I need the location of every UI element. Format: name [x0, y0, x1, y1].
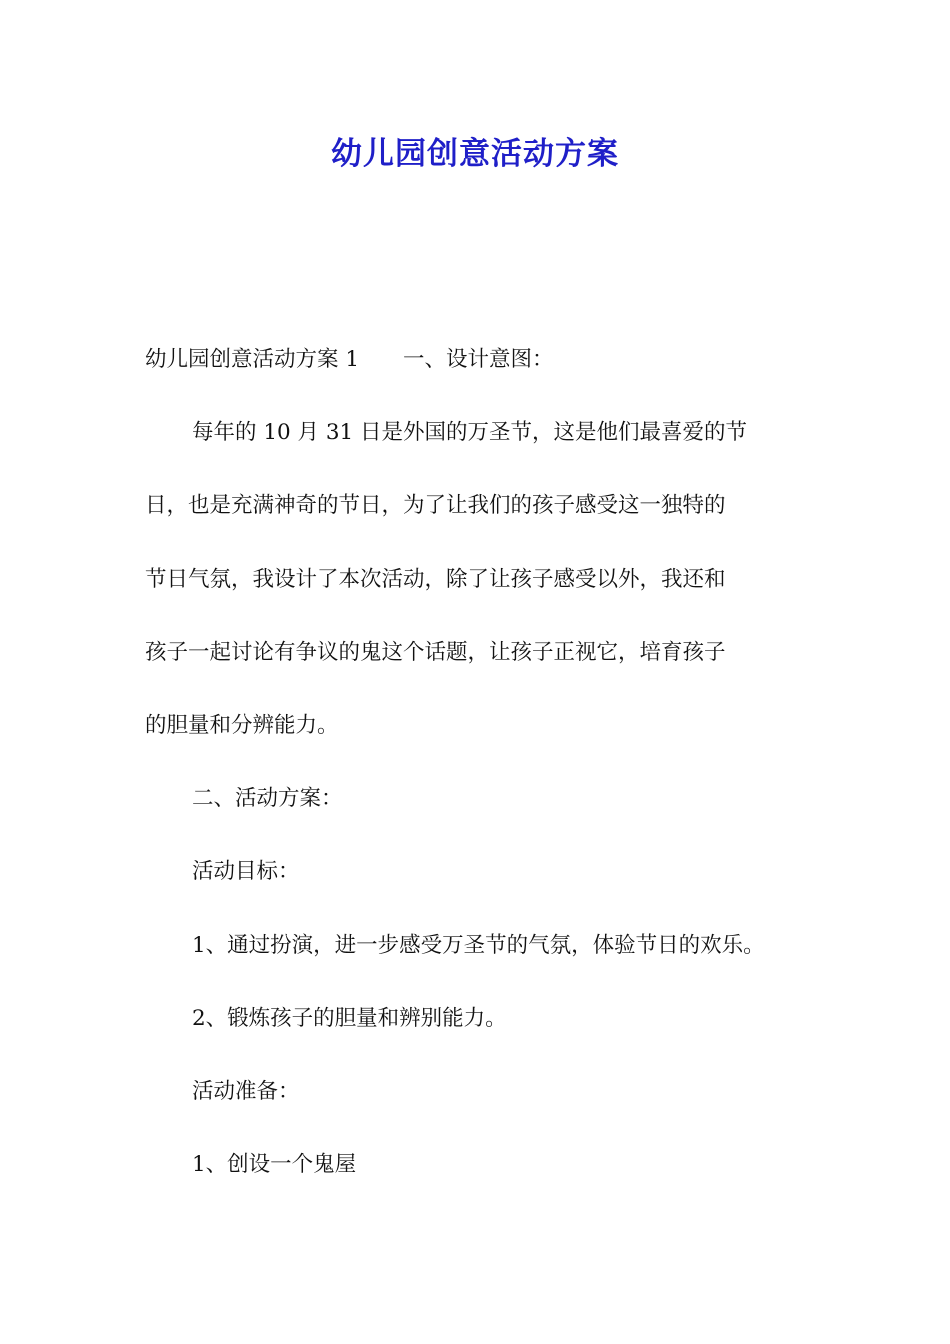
- paragraph-line: 每年的 10 月 31 日是外国的万圣节，这是他们最喜爱的节: [192, 420, 748, 446]
- paragraph-line: 孩子一起讨论有争议的鬼这个话题，让孩子正视它，培育孩子: [145, 639, 726, 665]
- subsection-heading: 二、活动方案：: [192, 786, 343, 812]
- document-body: [145, 342, 825, 1220]
- subsection-heading: 活动准备：: [192, 1078, 300, 1104]
- list-item: 1、通过扮演，进一步感受万圣节的气氛，体验节日的欢乐。: [192, 932, 765, 958]
- subsection-heading: 活动目标：: [192, 859, 300, 885]
- list-item: 2、锻炼孩子的胆量和辨别能力。: [192, 1005, 507, 1031]
- paragraph-line: [145, 342, 825, 378]
- section-heading: 幼儿园创意活动方案 1: [145, 347, 360, 372]
- document-title: 幼儿园创意活动方案: [331, 136, 619, 172]
- paragraph-line: 的胆量和分辨能力。: [145, 712, 339, 738]
- subsection-heading: 一、设计意图：: [403, 347, 554, 372]
- paragraph-line: 日，也是充满神奇的节日，为了让我们的孩子感受这一独特的: [145, 493, 726, 519]
- paragraph-line: 节日气氛，我设计了本次活动，除了让孩子感受以外，我还和: [145, 566, 726, 592]
- list-item: 1、创设一个鬼屋: [192, 1152, 357, 1178]
